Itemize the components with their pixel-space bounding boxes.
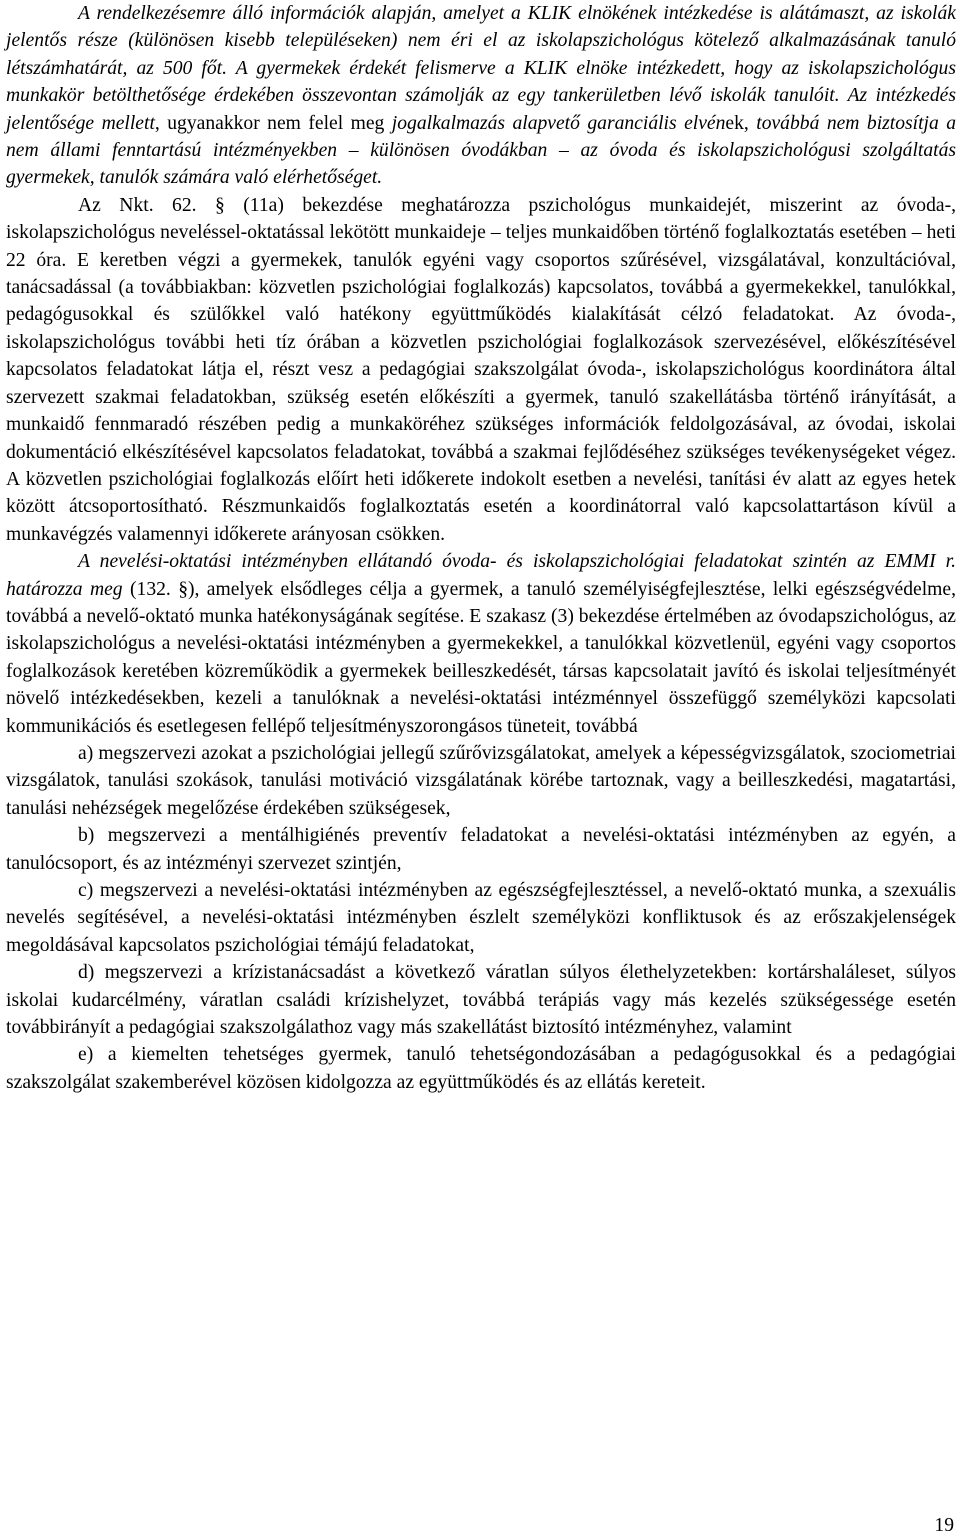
paragraph-sentence-3d: ek, bbox=[725, 112, 757, 134]
paragraph-emmi-132 bbox=[6, 548, 956, 740]
paragraph-nkt-62: Az Nkt. 62. § (11a) bekezdése meghatározza pszichológus munkaidejét, miszerint az óvoda-, iskolapszichológus neveléssel-oktatással lekötött munkaideje – teljes munkaidőben történő foglalkoztatás esetében – heti 22 óra. E keretben végzi a gyermekek, tanulók egyéni vagy csoportos szűrésével, vizsgálatával, konzultációval, tanácsadással (a továbbiakban: közvetlen pszichológiai foglalkozás) kapcsolatos, továbbá a gyermekekkel, tanulókkal, pedagógusokkal és szülőkkel való hatékony együttműködés kialakítását célzó feladatokat. Az óvoda-, iskolapszichológus további heti tíz órában a közvetlen pszichológiai foglalkozások szervezésével, előkészítésével kapcsolatos feladatokat látja el, részt vesz a pedagógiai szakszolgálat óvoda-, iskolapszichológus koordinátora által szervezett szakmai feladatokban, szükség esetén előkészíti a gyermek, tanuló szakellátásba történő irányítását, a munkaidő fennmaradó részében pedig a munkaköréhez szükséges információk feldolgozásával, az óvodai, iskolai dokumentáció elkészítésével kapcsolatos feladatokat, továbbá a szakmai fejlődéséhez szükséges tevékenységeket végez. A közvetlen pszichológiai foglalkozás előírt heti időkerete indokolt esetben a nevelési, tanítási év alatt az egyes hetek között átcsoportosítható. Részmunkaidős foglalkoztatás esetén a koordinátorral való kapcsolattartáson kívül a munkavégzés valamennyi időkerete arányosan csökken. bbox=[6, 194, 956, 545]
paragraph-klik-measure bbox=[6, 0, 956, 192]
list-item-c: c) megszervezi a nevelési-oktatási intézményben az egészségfejlesztéssel, a nevelő-oktató munka, a szexuális nevelés segítésével, a nevelési-oktatási intézményben észlelt személyközi konfliktusok és az erőszakjelenségek megoldásával kapcsolatos pszichológiai témájú feladatokat, bbox=[6, 880, 956, 956]
document-page bbox=[6, 0, 956, 1096]
list-item-d: d) megszervezi a krízistanácsadást a következő váratlan súlyos élethelyzetekben: kortárshaláleset, súlyos iskolai kudarcélmény, váratlan családi krízishelyzet, továbbá terápiás vagy más kezelés szükségessége esetén továbbirányít a pedagógiai szakszolgálathoz vagy más szakellátást biztosító intézményhez, valamint bbox=[6, 962, 956, 1039]
paragraph-sentence-3c: jogalkalmazás alapvető garanciális elvén bbox=[391, 112, 726, 134]
list-item-b: b) megszervezi a mentálhigiénés preventív feladatokat a nevelési-oktatási intézményben az egyén, a tanulócsoport, és az intézményi szervezet szintjén, bbox=[6, 825, 956, 874]
page-number: 19 bbox=[934, 1515, 954, 1536]
paragraph-sentence-3b: , ugyanakkor nem felel meg bbox=[154, 112, 392, 134]
paragraph-emmi-intro: A nevelési-oktatási intézményben ellátandó óvoda- és iskolapszichológiai feladatokat szintén az EMMI r. határozza meg bbox=[6, 551, 956, 600]
paragraph-sentence-3a: Az intézkedés jelentősége mellett bbox=[6, 85, 956, 134]
paragraph-sentence-3e: továbbá nem biztosítja a nem állami fenntartású intézményekben – különösen óvodákban – az óvoda és iskolapszichológusi szolgáltatás gyermekek, tanulók számára való elérhetőséget. bbox=[6, 112, 957, 189]
list-item-a: a) megszervezi azokat a pszichológiai jellegű szűrővizsgálatokat, amelyek a képességvizsgálatok, szociometriai vizsgálatok, tanulási szokások, tanulási motiváció vizsgálatának körébe tartoznak, vagy a beilleszkedési, magatartási, tanulási nehézségek megelőzése érdekében szükségesek, bbox=[6, 742, 956, 819]
paragraph-sentence-2: A gyermekek érdekét felismerve a KLIK elnöke intézkedett, hogy az iskolapszichológus munkakör betölthetősége érdekében összevontan számolják az egy tankerületben lévő iskolák tanulóit. bbox=[6, 57, 956, 107]
paragraph-emmi-rest: (132. §), amelyek elsődleges célja a gyermek, a tanuló személyiségfejlesztése, lelki egészségvédelme, továbbá a nevelő-oktató munka hatékonyságának segítése. E szakasz (3) bekezdése értelmében az óvodapszichológus, az iskolapszichológus a nevelési-oktatási intézményben a gyermekekkel, a tanulókkal közvetlenül, egyéni vagy csoportos foglalkozások keretében közreműködik a gyermekek beilleszkedését, társas kapcsolatait javító és iskolai teljesítményét növelő intézkedésekben, kezeli a tanulóknak a nevelési-oktatási intézménnyel összefüggő személyközi kapcsolati kommunikációs és esetlegesen fellépő teljesítményszorongásos tüneteit, továbbá bbox=[6, 578, 956, 737]
paragraph-sentence-1: A rendelkezésemre álló információk alapján, amelyet a KLIK elnökének intézkedése is alátámaszt, az iskolák jelentős része (különösen kisebb településeken) nem éri el az iskolapszichológus kötelező alkalmazásának tanuló létszámhatárát, az 500 főt. bbox=[6, 3, 956, 79]
list-item-e: e) a kiemelten tehetséges gyermek, tanuló tehetségondozásában a pedagógusokkal és a pedagógiai szakszolgálat szakemberével közösen kidolgozza az együttműködés és az ellátás kereteit. bbox=[6, 1044, 956, 1093]
